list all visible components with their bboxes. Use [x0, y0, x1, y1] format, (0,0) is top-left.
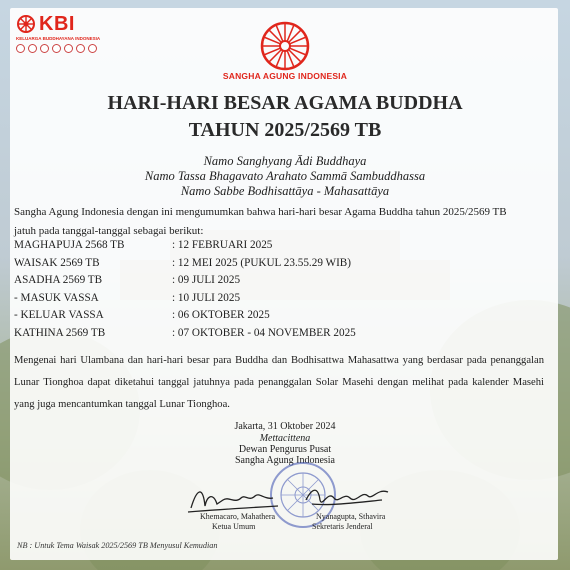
kbi-subtitle: KELUARGA BUDDHAYANA INDONESIA: [16, 36, 101, 41]
dharma-wheel-icon: [16, 14, 36, 34]
event-name: - MASUK VASSA: [14, 291, 99, 304]
closing-org: Sangha Agung Indonesia: [235, 455, 335, 466]
event-date: : 12 FEBRUARI 2025: [172, 239, 273, 251]
event-row: [14, 257, 554, 273]
closing-metta: Mettacittena: [259, 433, 311, 444]
signer-title-sekjen: Sekretaris Jenderal: [312, 522, 373, 531]
event-row: [14, 239, 554, 255]
page-title-line2: TAHUN 2025/2569 TB: [188, 119, 382, 141]
namo-line: Namo Sanghyang Ādi Buddhaya: [203, 154, 367, 168]
closing-dewan: Dewan Pengurus Pusat: [238, 444, 332, 455]
event-date: : 07 OKTOBER - 04 NOVEMBER 2025: [172, 326, 356, 339]
event-date: : 12 MEI 2025 (PUKUL 23.55.29 WIB): [172, 256, 351, 269]
event-name: KATHINA 2569 TB: [14, 326, 106, 339]
intro-text: [14, 203, 554, 241]
event-date: : 09 JULI 2025: [172, 274, 241, 286]
namo-line: Namo Sabbe Bodhisattāya - Mahasattāya: [180, 184, 390, 198]
info-paragraph: Mengenai hari Ulambana dan hari-hari besar para Buddha dan Bodhisattwa Mahasattwa yang berdasar pada penanggalan Lunar Tionghoa dapat diketahui tanggal jatuhnya pada penanggalan Solar Masehi dengan melihat pada kalender Masehi yang juga mencantumkan tanggal Lunar Tionghoa.: [14, 355, 544, 410]
event-row: [14, 274, 554, 290]
org-name: SANGHA AGUNG INDONESIA: [222, 71, 348, 81]
signer-name-ketua: Khemacaro, Mahathera: [200, 512, 276, 521]
signer-name-sekjen: Nyanagupta, Sthavira: [316, 512, 386, 521]
event-row: [14, 292, 554, 308]
kbi-logo: [16, 13, 106, 63]
event-name: MAGHAPUJA 2568 TB: [14, 239, 125, 251]
event-name: ASADHA 2569 TB: [14, 274, 103, 286]
signature-sekjen: [302, 480, 392, 514]
member-org-icons: [16, 44, 106, 53]
event-row: [14, 327, 554, 343]
footnote: NB : Untuk Tema Waisak 2025/2569 TB Menyusul Kemudian: [17, 541, 218, 550]
intro-line: jatuh pada tanggal-tanggal sebagai berikut:: [14, 225, 204, 237]
event-date: : 10 JULI 2025: [172, 291, 241, 304]
place-date: Jakarta, 31 Oktober 2024: [234, 421, 336, 432]
kbi-logo-text: KBI: [39, 13, 75, 35]
event-date: : 06 OKTOBER 2025: [172, 309, 270, 321]
event-row: [14, 309, 554, 325]
namo-line: Namo Tassa Bhagavato Arahato Sammā Sambuddhassa: [144, 169, 426, 183]
event-name: - KELUAR VASSA: [14, 309, 104, 321]
event-name: WAISAK 2569 TB: [14, 256, 100, 269]
page-title-line1: HARI-HARI BESAR AGAMA BUDDHA: [107, 92, 463, 114]
signer-title-ketua: Ketua Umum: [212, 522, 256, 531]
sangha-dharma-wheel-icon: [259, 20, 311, 72]
intro-line: Sangha Agung Indonesia dengan ini mengumumkan bahwa hari-hari besar Agama Buddha tahun 2025/2569 TB: [14, 206, 507, 218]
